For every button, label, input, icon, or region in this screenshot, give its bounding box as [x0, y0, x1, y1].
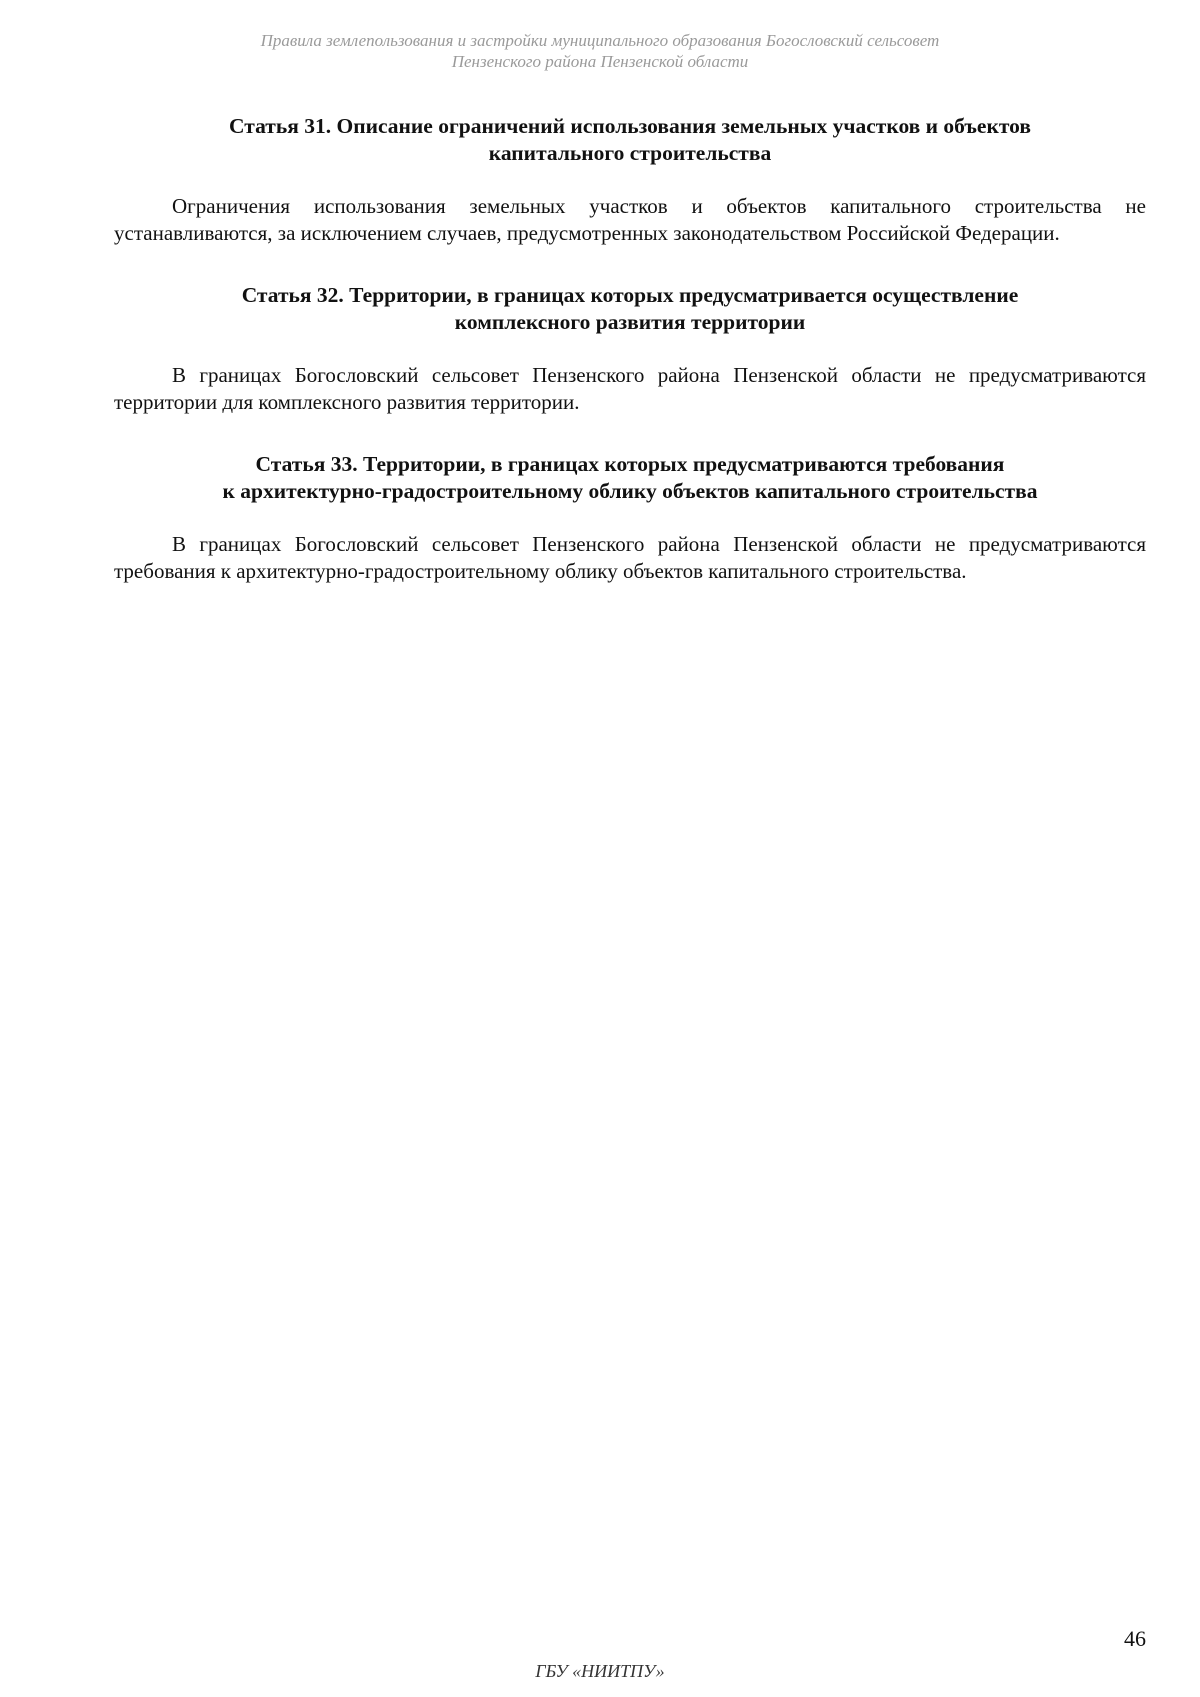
running-header-line-2: Пензенского района Пензенской области — [451, 52, 749, 71]
article-33-title-line-1: Статья 33. Территории, в границах которых предусматриваются требования — [255, 452, 1005, 476]
article-31-title-line-1: Статья 31. Описание ограничений использования земельных участков и объектов — [229, 114, 1031, 138]
article-31 — [114, 113, 1146, 247]
article-32-title — [114, 282, 1146, 336]
running-header-line-1: Правила землепользования и застройки муниципального образования Богословский сельсовет — [260, 31, 940, 50]
page-number: 46 — [1124, 1626, 1146, 1651]
running-header — [150, 30, 1050, 72]
article-33-title — [114, 451, 1146, 505]
article-33-body: В границах Богословский сельсовет Пензенского района Пензенской области не предусматриваются требования к архитектурно-градостроительному облику объектов капитального строительства. — [114, 532, 1146, 583]
article-32-title-line-1: Статья 32. Территории, в границах которых предусматривается осуществление — [241, 283, 1019, 307]
article-32 — [114, 282, 1146, 416]
article-31-title-line-2: капитального строительства — [488, 141, 772, 165]
page-footer: ГБУ «НИИТПУ» — [535, 1661, 665, 1681]
article-33-title-line-2: к архитектурно-градостроительному облику объектов капитального строительства — [222, 479, 1038, 503]
document-content — [114, 113, 1146, 585]
article-33 — [114, 451, 1146, 585]
article-32-body: В границах Богословский сельсовет Пензенского района Пензенской области не предусматриваются территории для комплексного развития территории. — [114, 363, 1146, 414]
article-31-title — [114, 113, 1146, 167]
article-31-body: Ограничения использования земельных участков и объектов капитального строительства не устанавливаются, за исключением случаев, предусмотренных законодательством Российской Федерации. — [114, 194, 1146, 245]
article-32-title-line-2: комплексного развития территории — [454, 310, 806, 334]
